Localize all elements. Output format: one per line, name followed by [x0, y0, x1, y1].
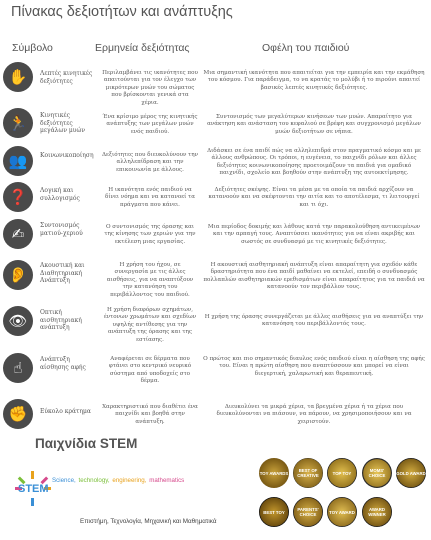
- eye-hand-coordination-icon: ✍: [3, 219, 33, 249]
- award-badge-icon: [396, 458, 426, 488]
- skill-name: Ακουστική και Διαθητηριακή Ανάπτυξη: [40, 262, 85, 285]
- award-badge-icon: [293, 497, 323, 527]
- award-label: BEST OF CREATIVE: [297, 468, 319, 478]
- award-label: TOY AWARDS: [259, 470, 289, 476]
- tagline-mathematics: mathematics: [149, 477, 185, 484]
- skill-interpretation: Δεξιότητες που διευκολύνουν την αλληλεπίδραση και την επικοινωνία με άλλους.: [102, 152, 199, 173]
- award-label: TOP TOY: [332, 470, 352, 476]
- skill-benefit: Η χρήση της όρασης συνεργάζεται με άλλες αισθήσεις για να αναπτύξει την κατανόηση του περιβάλλοντός τους.: [204, 314, 424, 328]
- skill-benefit: Ο πρώτος και πιο σημαντικός διαυλος ενός παιδιού είναι η αίσθηση της αφής του. Είναι η πρώτη αίσθηση που αναπτύσσουν και μπορεί να είναι διεγερτική, χαλαρωτική και θεραπευτική.: [203, 356, 425, 377]
- skill-interpretation: Η χρήση του ήχου, σε συνεργασία με τις άλλες αισθήσεις, για να αναπτύξουν την κατανόηση του περιβάλλοντος του παιδιού.: [106, 262, 194, 298]
- header-symbol: Σύμβολο: [12, 42, 53, 54]
- touch-sense-icon: ☝: [3, 353, 33, 383]
- award-badge-icon: [362, 458, 392, 488]
- award-badge-icon: [293, 458, 323, 488]
- skill-name: Λεπτές κινητικές δεξιότητες: [40, 70, 93, 85]
- header-interpretation: Ερμηνεία δεξιότητας: [95, 42, 190, 54]
- stem-logo: [14, 470, 52, 510]
- skill-interpretation: Ένα κρίσιμο μέρος της κινητικής ανάπτυξης των μεγάλων μυών ενός παιδιού.: [102, 114, 198, 135]
- skill-benefit: Μια περίοδος δοκιμής και λάθους κατά την παρακολούθηση αντικειμένων και την αρπαγή τους. Αναπτύσσει ικανότητες για να είναι ακριβής και σωστός σε συνδυασμό με τις κινητικές δεξιότητες.: [207, 224, 421, 245]
- tagline-technology: technology,: [78, 477, 110, 484]
- skill-interpretation: Ο συντονισμός της όρασης και της κίνησης των χεριών για την εκτέλεση μιας εργασίας.: [104, 224, 196, 245]
- ear-auditory-icon: 👂: [3, 260, 33, 290]
- skill-benefit: Μια σημαντική ικανότητα που απαιτείται για την εμπειρία και την εκμάθηση του κόσμου. Για παράδειγμα, το να κρατάς το μολύβι ή το πιρούνι απαιτεί βασικές λεπτές κινητικές δεξιότητες.: [203, 70, 425, 91]
- eye-visual-icon: 👁: [3, 306, 33, 336]
- stem-greek-caption: Επιστήμη, Τεχνολογία, Μηχανική και Μαθηματικά: [80, 518, 217, 525]
- grip-easy-hold-icon: ✊: [3, 399, 33, 429]
- brain-logic-icon: ❓: [3, 182, 33, 212]
- skill-name: Συντονισμός ματιού-χεριού: [40, 222, 83, 237]
- hand-fine-motor-icon: ✋: [3, 62, 33, 92]
- skill-benefit: Η ακουστική αισθητηριακή ανάπτυξη είναι απαραίτητη για σχεδόν κάθε δραστηριότητα που ένα παιδί μαθαίνει να εκτελεί, επειδή ο συνδυασμός πολλαπλών αισθητηριακών ερεθισμάτων είναι απαραίτητος για τα παιδιά να κατανοούν τον περιβάλλον τους.: [203, 262, 425, 291]
- skill-name: Εύκολο κράτημα: [40, 408, 91, 415]
- skill-interpretation: Χαρακτηριστικό που διαθέτει ένα παιχνίδι και βοηθά στην ανάπτυξη.: [102, 404, 198, 425]
- skill-name: Κοινωνικοποίηση: [40, 152, 94, 159]
- table-header: [0, 42, 431, 56]
- stem-logo-text: STEM: [18, 483, 49, 495]
- award-label: GOLD AWARD: [396, 470, 426, 476]
- skill-name: Ανάπτυξη αίσθησης αφής: [40, 356, 86, 371]
- skill-interpretation: Αναφέρεται σε δέρματα που φτάνει στο κεντρικό νευρικό σύστημα από υποδοχείς στο δέρμα.: [108, 356, 192, 385]
- skill-interpretation: Η ικανότητα ενός παιδιού να δίνει νόημα και να κατανοεί τα πράγματα που κάνει.: [105, 187, 195, 208]
- award-badge-icon: [259, 458, 289, 488]
- skill-name: Κινητικές δεξιότητες μεγάλων μυών: [40, 112, 85, 135]
- people-social-icon: 👥: [3, 146, 33, 176]
- header-benefit: Οφέλη του παιδιού: [262, 42, 350, 54]
- stem-section-title: Παιχνίδια STEM: [35, 436, 138, 451]
- page-title: Πίνακας δεξιοτήτων και ανάπτυξης: [11, 4, 233, 20]
- skill-name: Οπτική αισθητηριακή ανάπτυξη: [40, 309, 82, 332]
- skill-name: Λογική και συλλογισμός: [40, 187, 80, 202]
- skill-benefit: Συντονισμός των μεγαλύτερων κινήσεων των μυών. Απαραίτητο για ανάκτηση και ανάσταση του κεφαλιού σε βρέφη και συγχρονισμό μεγάλων μυών δεξιοτήτων σε νήπια.: [207, 114, 421, 135]
- award-badge-icon: [362, 497, 392, 527]
- skill-benefit: Διδάσκει σε ένα παιδί πώς να αλληλεπιδρά στον πραγματικό κόσμο και με άλλους ανθρώπους. Οι τρόποι, η ευγένεια, το παιχνίδι ρόλων και άλλες δεξιότητες κοινωνικοποίησης προετοιμάζουν τα παιδιά για ομαδικό παιχνίδι, σχολείο και βοηθούν στην ανάπτυξη της αυτοεκτίμησης.: [207, 148, 421, 177]
- award-label: BEST TOY: [263, 509, 285, 515]
- award-label: AWARD WINNER: [368, 507, 386, 517]
- award-label: PARENTS' CHOICE: [297, 507, 319, 517]
- award-label: TOY AWARD: [329, 509, 355, 515]
- skill-benefit: Διευκολύνει τα μικρά χέρια, τα βρεγμένα χέρια ή τα χέρια που διευκολύνονται να πιάσουν, να πάρουν, να χρησιμοποιήσουν και να χειριστούν.: [216, 404, 412, 425]
- skill-benefit: Δεξιότητες σκέψης. Είναι τα μέσα με τα οποία τα παιδιά αρχίζουν να κατανοούν και να σκέφτονται την αιτία και το αποτέλεσμα, τι λειτουργεί και τι όχι.: [208, 187, 420, 208]
- tagline-science: Science,: [52, 477, 76, 484]
- award-badge-icon: [327, 497, 357, 527]
- tagline-engineering: engineering,: [112, 477, 147, 484]
- running-gross-motor-icon: 🏃: [3, 108, 33, 138]
- award-badge-icon: [259, 497, 289, 527]
- award-label: MOMS' CHOICE: [368, 468, 386, 478]
- stem-tagline: [52, 477, 185, 484]
- award-badge-icon: [327, 458, 357, 488]
- skill-interpretation: Περιλαμβάνει τις ικανότητες που απαιτούνται για τον έλεγχο των μικρότερων μυών του σώματος που βρίσκονται γενικά στα χέρια.: [102, 70, 198, 106]
- skill-interpretation: Η χρήση διαφόρων σχημάτων, έντονων χρωμάτων και σχεδίων υψηλής αντίθεσης για την ανάπτυξη της όρασης και της εστίασης.: [103, 307, 197, 343]
